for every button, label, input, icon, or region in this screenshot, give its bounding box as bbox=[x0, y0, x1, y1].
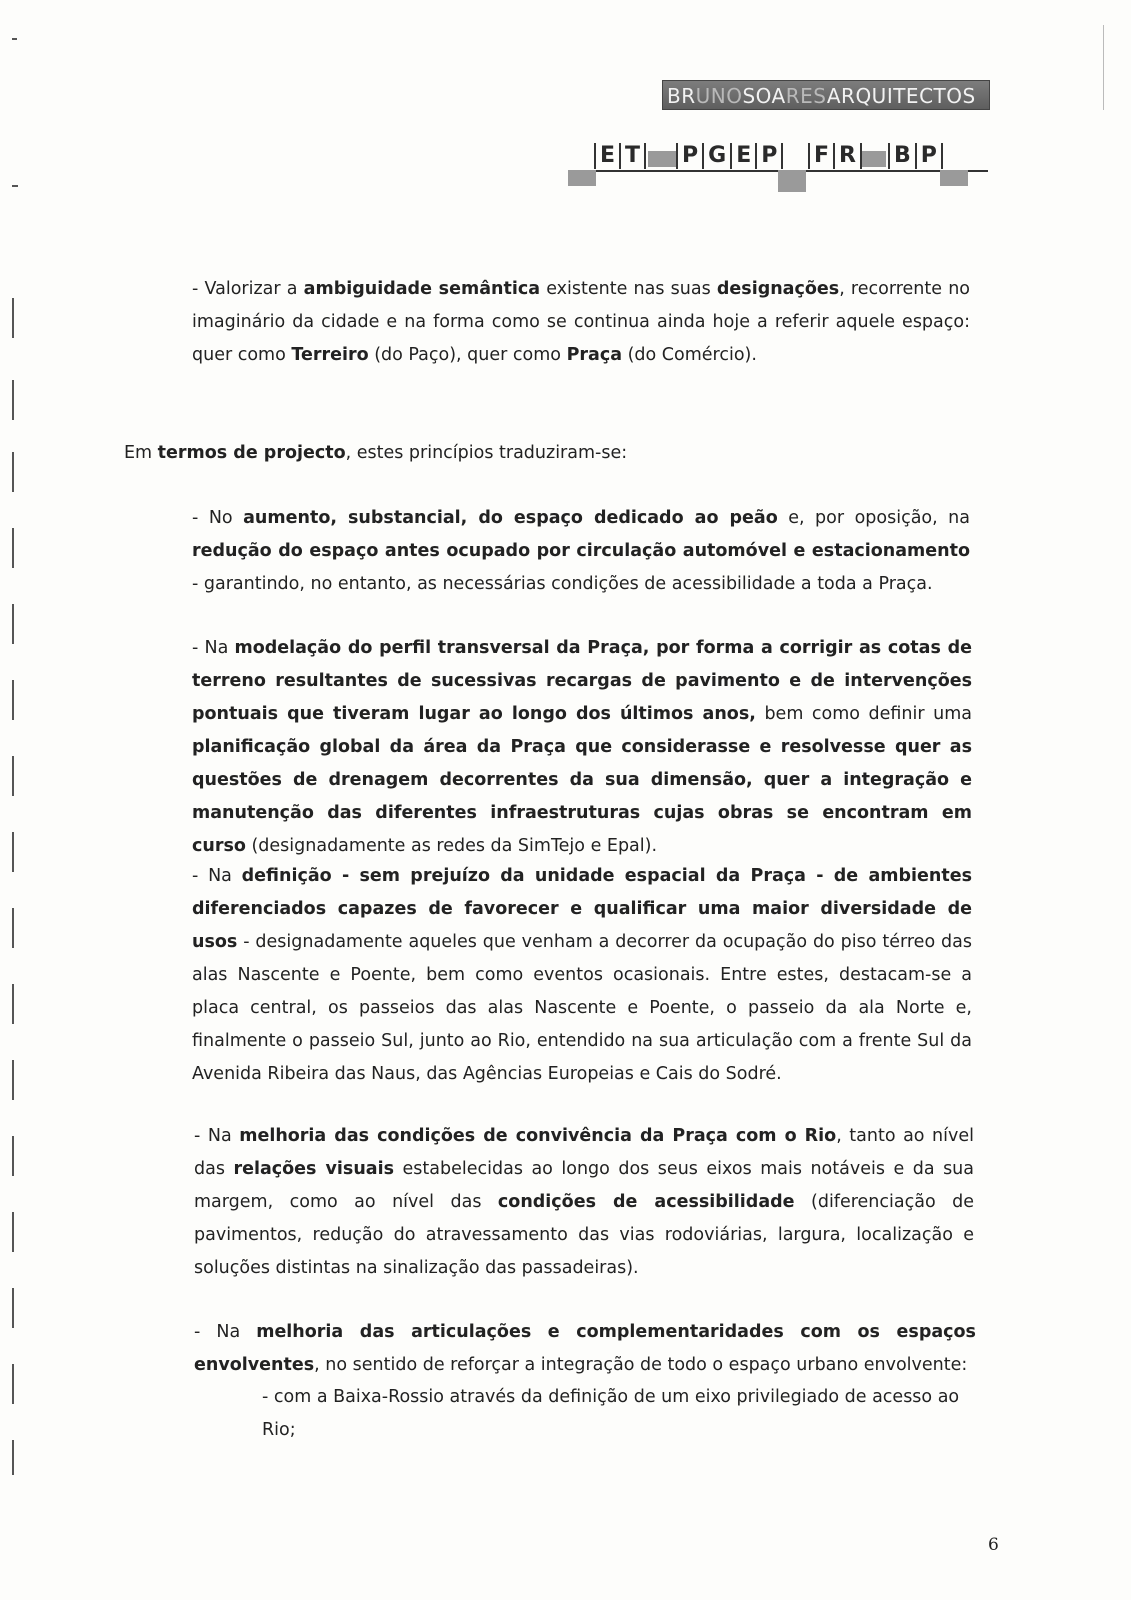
binding-mark bbox=[12, 756, 14, 796]
bold-run: melhoria das condições de convivência da Praça com o Rio bbox=[239, 1126, 837, 1146]
binding-mark bbox=[12, 1440, 14, 1475]
text-run: - Na bbox=[194, 1322, 257, 1342]
binding-mark bbox=[12, 38, 17, 40]
code-letter: B bbox=[888, 143, 915, 169]
code-letter: G bbox=[702, 143, 730, 169]
logo-text-5: ARQUITECTOS bbox=[826, 84, 976, 108]
logo-text-4: RES bbox=[785, 84, 827, 108]
text-run: (diferenciação de pavimentos, redução do atravessamento das vias rodoviárias, largura, localização e soluções distintas na sinalização das passadeiras). bbox=[194, 1192, 975, 1278]
binding-mark bbox=[12, 452, 14, 492]
text-run: e, por oposição, na bbox=[777, 508, 971, 528]
code-block-connector-1 bbox=[648, 151, 678, 167]
binding-mark bbox=[12, 1288, 14, 1328]
text-run: - Valorizar a bbox=[192, 279, 304, 299]
text-run: Em bbox=[124, 443, 158, 463]
text-run: - garantindo, no entanto, as necessárias condições de acessibilidade a toda a Praça. bbox=[192, 574, 933, 594]
paragraph-rio bbox=[194, 1120, 974, 1285]
binding-mark bbox=[12, 984, 14, 1024]
discipline-code-strip bbox=[578, 143, 988, 191]
logo-text-3: SOA bbox=[742, 84, 786, 108]
bold-run: modelação do perfil transversal da Praça, por forma a corrigir as cotas de terreno resultantes de sucessivas recargas de pavimento e de intervenções pontuais que tiveram lugar ao longo dos últimos anos, bbox=[192, 638, 972, 724]
binding-mark bbox=[12, 604, 14, 644]
paragraph-peao bbox=[192, 502, 970, 601]
bold-run: planificação global da área da Praça que considerasse e resolvesse quer as questões de drenagem decorrentes da sua dimensão, quer a integração e manutenção das diferentes infraestruturas cujas obras se encontram em curso bbox=[192, 737, 972, 856]
text-run: - designadamente aqueles que venham a decorrer da ocupação do piso térreo das alas Nascente e Poente, bem como eventos ocasionais. Entre estes, destacam-se a placa central, os passeios das alas Nascente e Poente, o passeio da ala Norte e, finalmente o passeio Sul, junto ao Rio, entendido na sua articulação com a frente Sul da Avenida Ribeira das Naus, das Agências Europeias e Cais do Sodré. bbox=[192, 932, 972, 1084]
paragraph-articulacoes bbox=[194, 1316, 976, 1382]
code-letter: E bbox=[730, 143, 755, 169]
bold-run: definição - sem prejuízo da unidade espacial da Praça - de ambientes diferenciados capazes de favorecer e qualificar uma maior diversidade de usos bbox=[192, 866, 972, 952]
bold-run: Praça bbox=[566, 345, 623, 365]
text-run: , estes princípios traduziram-se: bbox=[345, 443, 628, 463]
code-block-left bbox=[568, 170, 596, 186]
text-run: - No bbox=[192, 508, 244, 528]
code-group-bp bbox=[888, 143, 943, 169]
paragraph-modelacao bbox=[192, 632, 972, 863]
code-letter: P bbox=[676, 143, 702, 169]
text-run: (do Comércio). bbox=[622, 345, 757, 365]
text-run: , no sentido de reforçar a integração de todo o espaço urbano envolvente: bbox=[314, 1355, 968, 1375]
code-letter: F bbox=[808, 143, 833, 169]
text-run: - Na bbox=[194, 1126, 240, 1146]
bold-run: condições de acessibilidade bbox=[497, 1192, 795, 1212]
code-letter: P bbox=[755, 143, 783, 169]
bold-run: ambiguidade semântica bbox=[303, 279, 541, 299]
company-logo bbox=[662, 80, 990, 110]
text-run: - Na bbox=[192, 638, 235, 658]
code-letter: R bbox=[833, 143, 862, 169]
logo-text-1: BR bbox=[667, 84, 696, 108]
margin-rule bbox=[1103, 25, 1104, 110]
code-block-connector-2 bbox=[860, 151, 886, 167]
page-number: 6 bbox=[988, 1535, 999, 1555]
bold-run: aumento, substancial, do espaço dedicado ao peão bbox=[243, 508, 778, 528]
bold-run: melhoria das articulações e complementaridades com os espaços envolventes bbox=[194, 1322, 976, 1375]
logo-text-2: UNO bbox=[695, 84, 743, 108]
text-run: (do Paço), quer como bbox=[368, 345, 567, 365]
binding-mark bbox=[12, 298, 14, 338]
binding-mark bbox=[12, 1364, 14, 1404]
code-block-right bbox=[940, 170, 968, 186]
bold-run: termos de projecto bbox=[157, 443, 346, 463]
intro-paragraph bbox=[124, 437, 974, 470]
code-letter: T bbox=[619, 143, 646, 169]
binding-mark bbox=[12, 528, 14, 568]
code-letter: E bbox=[594, 143, 619, 169]
text-run: , tanto ao nível das bbox=[194, 1126, 974, 1179]
sub-item-baixa-rossio: - com a Baixa-Rossio através da definição de um eixo privilegiado de acesso ao Rio; bbox=[262, 1387, 960, 1440]
text-run: (designadamente as redes da SimTejo e Epal). bbox=[245, 836, 658, 856]
text-run: - Na bbox=[192, 866, 242, 886]
text-run: existente nas suas bbox=[540, 279, 717, 299]
code-group-et bbox=[594, 143, 646, 169]
binding-mark bbox=[12, 908, 14, 948]
binding-mark bbox=[12, 185, 18, 187]
paragraph-ambientes bbox=[192, 860, 972, 1091]
bold-run: designações bbox=[716, 279, 840, 299]
text-run: , recorrente no imaginário da cidade e na forma como se continua ainda hoje a referir aquele espaço: quer como bbox=[192, 279, 971, 365]
bold-run: Terreiro bbox=[291, 345, 369, 365]
code-group-fr bbox=[808, 143, 862, 169]
binding-mark bbox=[12, 1136, 14, 1176]
binding-mark bbox=[12, 832, 14, 872]
binding-mark bbox=[12, 1060, 14, 1100]
binding-mark bbox=[12, 1212, 14, 1252]
text-run: bem como definir uma bbox=[755, 704, 972, 724]
bold-run: redução do espaço antes ocupado por circulação automóvel e estacionamento bbox=[192, 541, 970, 561]
code-letter: P bbox=[915, 143, 943, 169]
text-run: estabelecidas ao longo dos seus eixos mais notáveis e da sua margem, como ao nível das bbox=[194, 1159, 975, 1212]
binding-mark bbox=[12, 380, 14, 420]
code-block-center bbox=[778, 170, 806, 192]
bold-run: relações visuais bbox=[233, 1159, 395, 1179]
code-group-pgep bbox=[676, 143, 783, 169]
binding-mark bbox=[12, 680, 14, 720]
paragraph-ambiguidade bbox=[192, 273, 970, 372]
